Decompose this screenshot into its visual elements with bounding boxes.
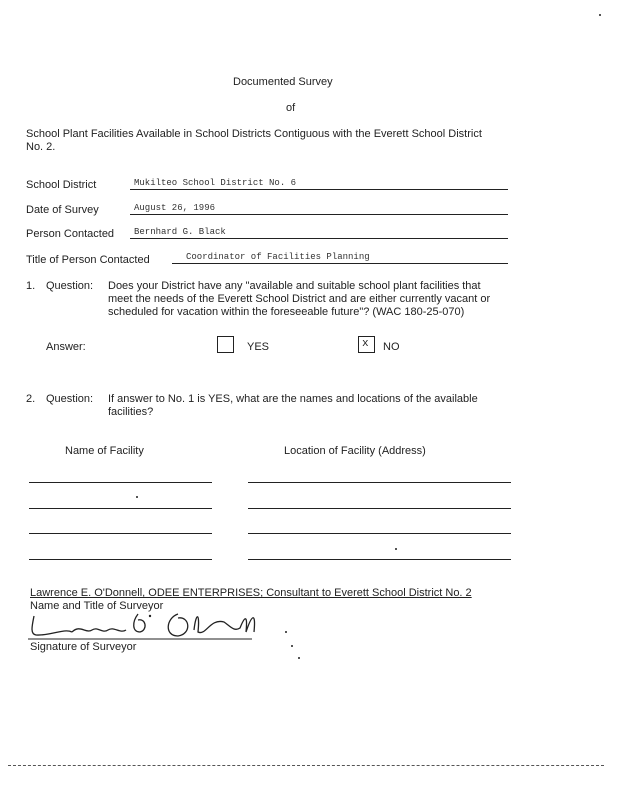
facility-location-line [248, 559, 511, 560]
no-checkbox[interactable] [358, 336, 375, 353]
facility-location-header: Location of Facility (Address) [284, 445, 426, 457]
question2-text-line2: facilities? [108, 406, 154, 418]
scan-speck [599, 14, 601, 16]
question2-number: 2. [26, 393, 36, 405]
facility-location-line [248, 508, 511, 509]
scan-border-line [8, 765, 604, 766]
no-label: NO [383, 341, 400, 353]
question2-label: Question: [46, 393, 94, 405]
person-contacted-label: Person Contacted [26, 228, 115, 240]
title-contacted-value: Coordinator of Facilities Planning [186, 252, 370, 262]
title-contacted-label: Title of Person Contacted [26, 254, 150, 266]
scan-speck [291, 645, 293, 647]
facility-location-line [248, 482, 511, 483]
facility-name-header: Name of Facility [65, 445, 144, 457]
facility-name-line [29, 508, 212, 509]
signature-label: Signature of Surveyor [30, 641, 137, 653]
facility-name-line [29, 559, 212, 560]
date-of-survey-label: Date of Survey [26, 204, 99, 216]
document-title-of: of [286, 102, 296, 114]
document-subtitle-cont: No. 2. [26, 141, 56, 153]
question1-number: 1. [26, 280, 36, 292]
question1-text-line3: scheduled for vacation within the foreseeable future"? (WAC 180-25-070) [108, 306, 465, 318]
facility-name-line [29, 482, 212, 483]
scan-speck [395, 548, 397, 550]
yes-checkbox[interactable] [217, 336, 234, 353]
title-contacted-line [172, 263, 508, 264]
date-of-survey-value: August 26, 1996 [134, 203, 216, 213]
document-title: Documented Survey [233, 76, 333, 88]
school-district-label: School District [26, 179, 97, 191]
date-of-survey-line [130, 214, 508, 215]
facility-location-line [248, 533, 511, 534]
facility-name-line [29, 533, 212, 534]
scan-speck [136, 496, 138, 498]
person-contacted-line [130, 238, 508, 239]
surveyor-name-label: Name and Title of Surveyor [30, 600, 164, 612]
school-district-line [130, 189, 508, 190]
question2-text-line1: If answer to No. 1 is YES, what are the names and locations of the available [108, 393, 478, 405]
surveyor-name-value: Lawrence E. O'Donnell, ODEE ENTERPRISES; Consultant to Everett School District No. 2 [30, 587, 472, 599]
document-subtitle: School Plant Facilities Available in School Districts Contiguous with the Everett School District [26, 128, 482, 140]
scan-speck [298, 657, 300, 659]
question1-text-line1: Does your District have any "available and suitable school plant facilities that [108, 280, 481, 292]
school-district-value: Mukilteo School District No. 6 [134, 178, 297, 188]
yes-label: YES [247, 341, 270, 353]
surveyor-signature [28, 608, 268, 642]
question1-label: Question: [46, 280, 94, 292]
answer-label: Answer: [46, 341, 86, 353]
question1-text-line2: meet the needs of the Everett School District and are either currently vacant or [108, 293, 491, 305]
person-contacted-value: Bernhard G. Black [134, 227, 226, 237]
scan-speck [285, 631, 287, 633]
no-check-mark: x [362, 338, 369, 350]
